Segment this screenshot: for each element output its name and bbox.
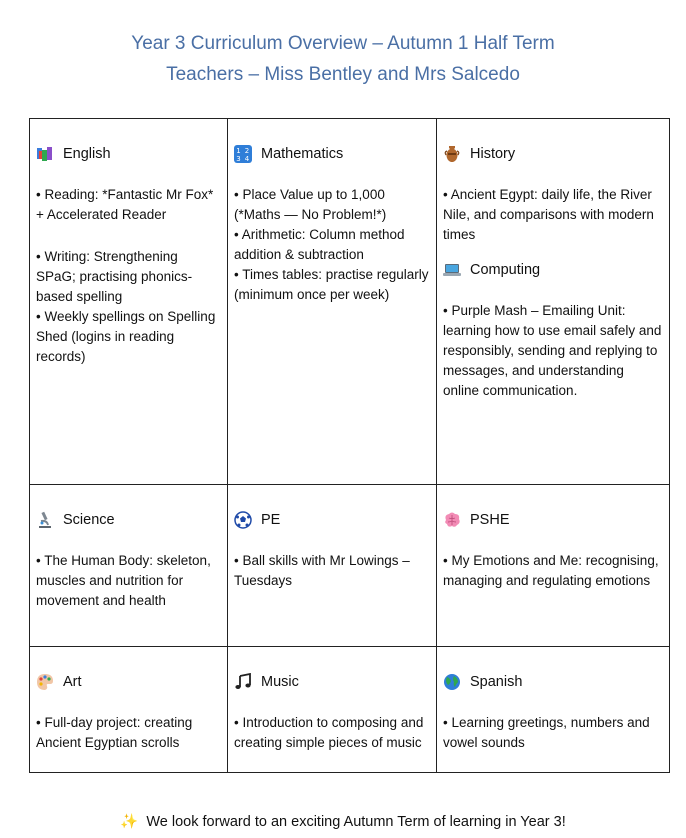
subject-name-pshe: PSHE <box>470 512 510 528</box>
cell-spanish <box>437 647 669 772</box>
palette-icon <box>36 673 54 691</box>
subject-heading-music <box>234 671 430 693</box>
cell-art <box>30 647 228 772</box>
svg-text:3: 3 <box>236 155 241 163</box>
subject-name-art: Art <box>63 674 82 690</box>
subject-heading-spanish <box>443 671 663 693</box>
pshe-bullet-1: • My Emotions and Me: recognising, managing and regulating emotions <box>443 553 659 588</box>
subject-name-pe: PE <box>261 512 281 528</box>
computing-bullet-1: • Purple Mash – Emailing Unit: learning how to use email safely and responsibly, sending and replying to messages, and understanding online communication. <box>443 303 662 398</box>
subject-heading-pe <box>234 509 430 531</box>
subject-name-history: History <box>470 146 516 162</box>
music-note-icon <box>234 673 252 691</box>
svg-text:4: 4 <box>244 155 250 163</box>
subject-heading-science <box>36 509 221 531</box>
english-bullet-1: • Reading: *Fantastic Mr Fox* + Accelerated Reader <box>36 187 214 222</box>
subject-name-music: Music <box>261 674 299 690</box>
cell-pe <box>228 485 437 647</box>
amphora-icon <box>443 145 461 163</box>
cell-music <box>228 647 437 772</box>
english-bullet-3: • Weekly spellings on Spelling Shed (logins in reading records) <box>36 309 216 364</box>
footer-message <box>0 813 686 830</box>
subject-heading-history <box>443 143 663 165</box>
page-title: Year 3 Curriculum Overview – Autumn 1 Half Term <box>131 33 555 54</box>
svg-text:1: 1 <box>236 147 241 155</box>
subject-heading-computing <box>443 259 663 281</box>
subject-name-computing: Computing <box>470 262 541 278</box>
cell-pshe <box>437 485 669 647</box>
cell-mathematics <box>228 119 437 485</box>
football-icon <box>234 511 252 529</box>
history-bullet-1: • Ancient Egypt: daily life, the River Nile, and comparisons with modern times <box>443 187 654 242</box>
sparkles-icon: ✨ <box>120 814 139 830</box>
footer-text: We look forward to an exciting Autumn Term of learning in Year 3! <box>146 814 566 830</box>
music-bullet-1: • Introduction to composing and creating simple pieces of music <box>234 715 424 750</box>
page-header <box>0 28 686 90</box>
subject-name-english: English <box>63 146 111 162</box>
globe-icon <box>443 673 461 691</box>
subject-heading-english <box>36 143 221 165</box>
cell-science <box>30 485 228 647</box>
pe-bullet-1: • Ball skills with Mr Lowings – Tuesdays <box>234 553 410 588</box>
subject-name-science: Science <box>63 512 115 528</box>
cell-history-computing <box>437 119 669 485</box>
laptop-icon <box>443 261 461 279</box>
spanish-bullet-1: • Learning greetings, numbers and vowel sounds <box>443 715 650 750</box>
subject-name-spanish: Spanish <box>470 674 523 690</box>
maths-bullet-2: • Arithmetic: Column method addition & subtraction <box>234 227 405 262</box>
maths-bullet-3: • Times tables: practise regularly (minimum once per week) <box>234 267 429 302</box>
svg-text:2: 2 <box>244 147 250 155</box>
subject-heading-art <box>36 671 221 693</box>
books-icon <box>36 145 54 163</box>
english-bullet-2: • Writing: Strengthening SPaG; practising phonics-based spelling <box>36 249 193 304</box>
maths-bullet-1: • Place Value up to 1,000 (*Maths — No Problem!*) <box>234 187 387 222</box>
brain-icon <box>443 511 461 529</box>
numbers-icon <box>234 145 252 163</box>
cell-english <box>30 119 228 485</box>
microscope-icon <box>36 511 54 529</box>
art-bullet-1: • Full-day project: creating Ancient Egyptian scrolls <box>36 715 193 750</box>
subject-heading-mathematics <box>234 143 430 165</box>
subject-heading-pshe <box>443 509 663 531</box>
curriculum-grid <box>29 118 670 773</box>
subject-name-mathematics: Mathematics <box>261 146 344 162</box>
teachers-line: Teachers – Miss Bentley and Mrs Salcedo <box>166 64 520 85</box>
science-bullet-1: • The Human Body: skeleton, muscles and nutrition for movement and health <box>36 553 211 608</box>
